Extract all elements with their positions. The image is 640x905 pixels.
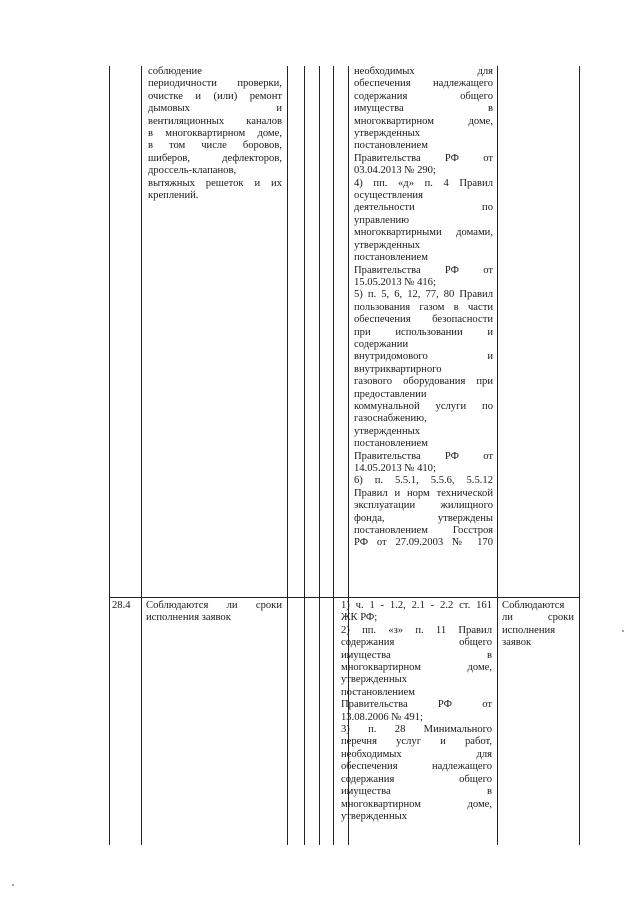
prev-basis-line: необходимых для xyxy=(354,66,493,77)
column-divider-number xyxy=(141,66,142,845)
basis-line: 2) пп. «з» п. 11 Правил xyxy=(341,624,492,636)
prev-basis-line: постановлением Госстроя xyxy=(354,525,493,537)
prev-question-line: вентиляционных каналов xyxy=(148,115,282,127)
prev-row-question xyxy=(148,66,282,202)
prev-basis-line: содержания общего xyxy=(354,90,493,102)
prev-basis-line: РФ от 27.09.2003 № 170 xyxy=(354,537,493,549)
basis-line: Правительства РФ от xyxy=(341,699,492,711)
prev-question-line: в многоквартирном доме, xyxy=(148,128,282,140)
basis-line: 1) ч. 1 - 1.2, 2.1 - 2.2 ст. 161 xyxy=(341,600,492,611)
basis-line: постановлением xyxy=(341,686,415,698)
column-divider-na xyxy=(333,66,334,845)
prev-basis-line: многоквартирными домами, xyxy=(354,227,493,239)
prev-basis-line: Правил и норм технической xyxy=(354,487,493,499)
basis-line: 13.08.2006 № 491; xyxy=(341,711,423,723)
prev-basis-line: 5) п. 5, 6, 12, 77, 80 Правил xyxy=(354,289,493,301)
prev-basis-line: многоквартирном доме, xyxy=(354,115,493,127)
prev-basis-line: внутридомового и xyxy=(354,351,493,363)
question-line: исполнения заявок xyxy=(146,612,231,624)
basis-line: утвержденных xyxy=(341,810,408,822)
prev-basis-line: Правительства РФ от xyxy=(354,450,493,462)
prev-basis-line: Правительства РФ от xyxy=(354,152,493,164)
scan-speck xyxy=(622,630,624,632)
prev-basis-line: утвержденных xyxy=(354,128,421,140)
question-line: Соблюдаются ли сроки xyxy=(146,600,282,611)
basis-line: имущества в xyxy=(341,786,492,798)
prev-basis-line: предоставлении xyxy=(354,388,427,400)
basis-line: многоквартирном доме, xyxy=(341,662,492,674)
prev-question-line: креплений. xyxy=(148,190,199,202)
scan-speck xyxy=(12,884,14,886)
prev-question-line: вытяжных решеток и их xyxy=(148,177,282,189)
row-separator xyxy=(109,597,580,598)
note-line: ли сроки xyxy=(502,612,574,624)
prev-question-line: очистке и (или) ремонт xyxy=(148,90,282,102)
row-284-note xyxy=(502,600,574,650)
prev-question-line: дымовых и xyxy=(148,103,282,115)
column-divider-no xyxy=(319,66,320,845)
note-line: исполнения xyxy=(502,624,556,636)
prev-basis-line: обеспечения безопасности xyxy=(354,314,493,326)
prev-basis-line: 14.05.2013 № 410; xyxy=(354,463,436,474)
prev-question-line: соблюдение xyxy=(148,66,202,77)
basis-line: обеспечения надлежащего xyxy=(341,761,492,773)
prev-basis-line: утвержденных xyxy=(354,425,421,437)
prev-basis-line: постановлением xyxy=(354,438,428,450)
prev-basis-line: постановлением xyxy=(354,140,428,152)
prev-basis-line: внутриквартирного xyxy=(354,363,442,375)
basis-line: ЖК РФ; xyxy=(341,612,378,624)
row-284-question xyxy=(146,600,282,625)
prev-basis-line: 03.04.2013 № 290; xyxy=(354,165,436,177)
basis-line: перечня услуг и работ, xyxy=(341,736,492,748)
row-number: 28.4 xyxy=(112,600,131,611)
basis-line: многоквартирном доме, xyxy=(341,798,492,810)
prev-basis-line: коммунальной услуги по xyxy=(354,400,493,412)
prev-basis-line: управлению xyxy=(354,214,410,226)
basis-line: содержания общего xyxy=(341,773,492,785)
basis-line: имущества в xyxy=(341,649,492,661)
prev-basis-line: пользования газом в части xyxy=(354,301,493,313)
prev-basis-line: имущества в xyxy=(354,103,493,115)
note-line: Соблюдаются xyxy=(502,600,565,611)
prev-basis-line: постановлением xyxy=(354,252,428,264)
prev-basis-line: эксплуатации жилищного xyxy=(354,500,493,512)
column-divider-yes xyxy=(304,66,305,845)
prev-basis-line: газоснабжению, xyxy=(354,413,427,425)
prev-question-line: в том числе боровов, xyxy=(148,140,282,152)
prev-basis-line: осуществления xyxy=(354,190,423,202)
prev-basis-line: 15.05.2013 № 416; xyxy=(354,276,436,288)
table-border-right xyxy=(579,66,580,845)
prev-basis-line: фонда, утверждены xyxy=(354,512,493,524)
table-border-left xyxy=(109,66,110,845)
prev-basis-line: 4) пп. «д» п. 4 Правил xyxy=(354,177,493,189)
basis-line: утвержденных xyxy=(341,674,408,686)
prev-basis-line: обеспечения надлежащего xyxy=(354,78,493,90)
row-284-legal-basis xyxy=(341,600,492,823)
basis-line: 3) п. 28 Минимального xyxy=(341,724,492,736)
prev-basis-line: Правительства РФ от xyxy=(354,264,493,276)
prev-basis-line: газового оборудования при xyxy=(354,376,493,388)
column-divider-basis-right xyxy=(497,66,498,845)
prev-basis-line: 6) п. 5.5.1, 5.5.6, 5.5.12 xyxy=(354,475,493,487)
prev-basis-line: содержании xyxy=(354,338,409,350)
column-divider-question xyxy=(287,66,288,845)
prev-question-line: периодичности проверки, xyxy=(148,78,282,90)
prev-basis-line: при использовании и xyxy=(354,326,493,338)
prev-question-line: шиберов, дефлекторов, xyxy=(148,152,282,164)
prev-question-line: дроссель-клапанов, xyxy=(148,165,237,177)
note-line: заявок xyxy=(502,637,532,649)
prev-row-legal-basis xyxy=(354,66,493,550)
prev-basis-line: деятельности по xyxy=(354,202,493,214)
basis-line: необходимых для xyxy=(341,748,492,760)
prev-basis-line: утвержденных xyxy=(354,239,421,251)
basis-line: содержания общего xyxy=(341,637,492,649)
